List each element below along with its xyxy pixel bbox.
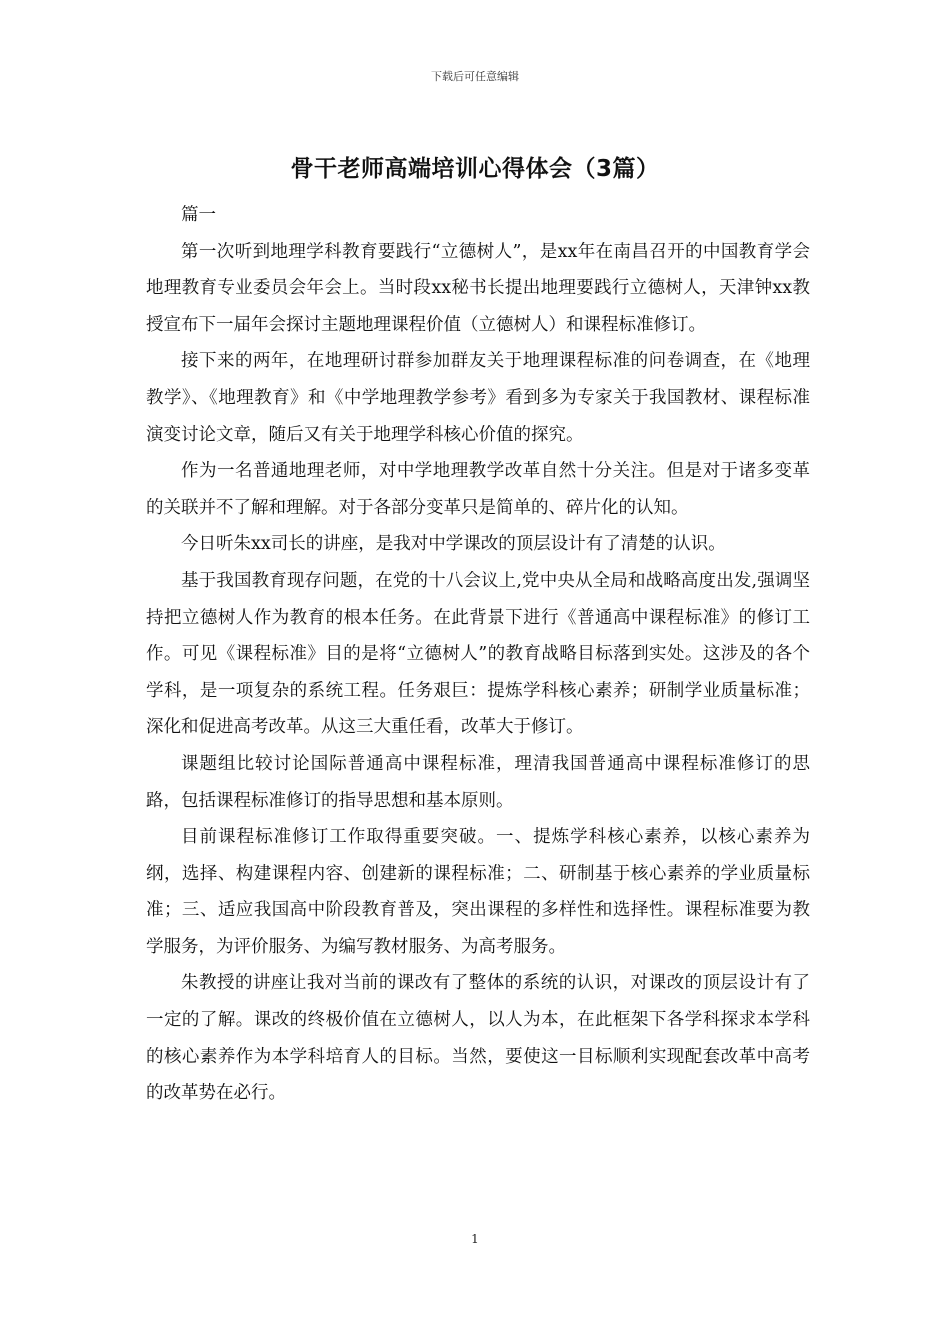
paragraph: 课题组比较讨论国际普通高中课程标准，理清我国普通高中课程标准修订的思路，包括课程标准修订的指导思想和基本原则。 — [146, 753, 810, 811]
paragraph: 朱教授的讲座让我对当前的课改有了整体的系统的认识，对课改的顶层设计有了一定的了解。课改的终极价值在立德树人，以人为本，在此框架下各学科探求本学科的核心素养作为本学科培育人的目标。当然，要使这一目标顺利实现配套改革中高考的改革势在必行。 — [146, 973, 810, 1104]
paragraph: 第一次听到地理学科教育要践行“立德树人”，是xx年在南昌召开的中国教育学会地理教育专业委员会年会上。当时段xx秘书长提出地理要践行立德树人，天津钟xx教授宣布下一届年会探讨主题地理课程价值（立德树人）和课程标准修订。 — [146, 241, 810, 335]
section-label: 篇一 — [181, 205, 216, 225]
header-note: 下载后可任意编辑 — [431, 70, 519, 83]
document-title: 骨干老师高端培训心得体会（3篇） — [290, 156, 660, 182]
paragraph: 基于我国教育现存问题，在党的十八会议上,党中央从全局和战略高度出发,强调坚持把立德树人作为教育的根本任务。在此背景下进行《普通高中课程标准》的修订工作。可见《课程标准》目的是将“立德树人”的教育战略目标落到实处。这涉及的各个学科，是一项复杂的系统工程。任务艰巨：提炼学科核心素养；研制学业质量标准；深化和促进高考改革。从这三大重任看，改革大于修订。 — [146, 570, 810, 738]
page-number: 1 — [471, 1232, 479, 1246]
paragraph: 接下来的两年，在地理研讨群参加群友关于地理课程标准的问卷调查，在《地理教学》、《地理教育》和《中学地理教学参考》看到多为专家关于我国教材、课程标准演变讨论文章，随后又有关于地理学科核心价值的探究。 — [146, 351, 810, 445]
document-body — [146, 197, 810, 1112]
paragraph: 今日听朱xx司长的讲座，是我对中学课改的顶层设计有了清楚的认识。 — [181, 534, 726, 555]
paragraph: 目前课程标准修订工作取得重要突破。一、提炼学科核心素养，以核心素养为纲，选择、构建课程内容、创建新的课程标准；二、研制基于核心素养的学业质量标准；三、适应我国高中阶段教育普及，突出课程的多样性和选择性。课程标准要为教学服务，为评价服务、为编写教材服务、为高考服务。 — [146, 827, 810, 957]
paragraph: 作为一名普通地理老师，对中学地理教学改革自然十分关注。但是对于诸多变革的关联并不了解和理解。对于各部分变革只是简单的、碎片化的认知。 — [146, 461, 810, 518]
